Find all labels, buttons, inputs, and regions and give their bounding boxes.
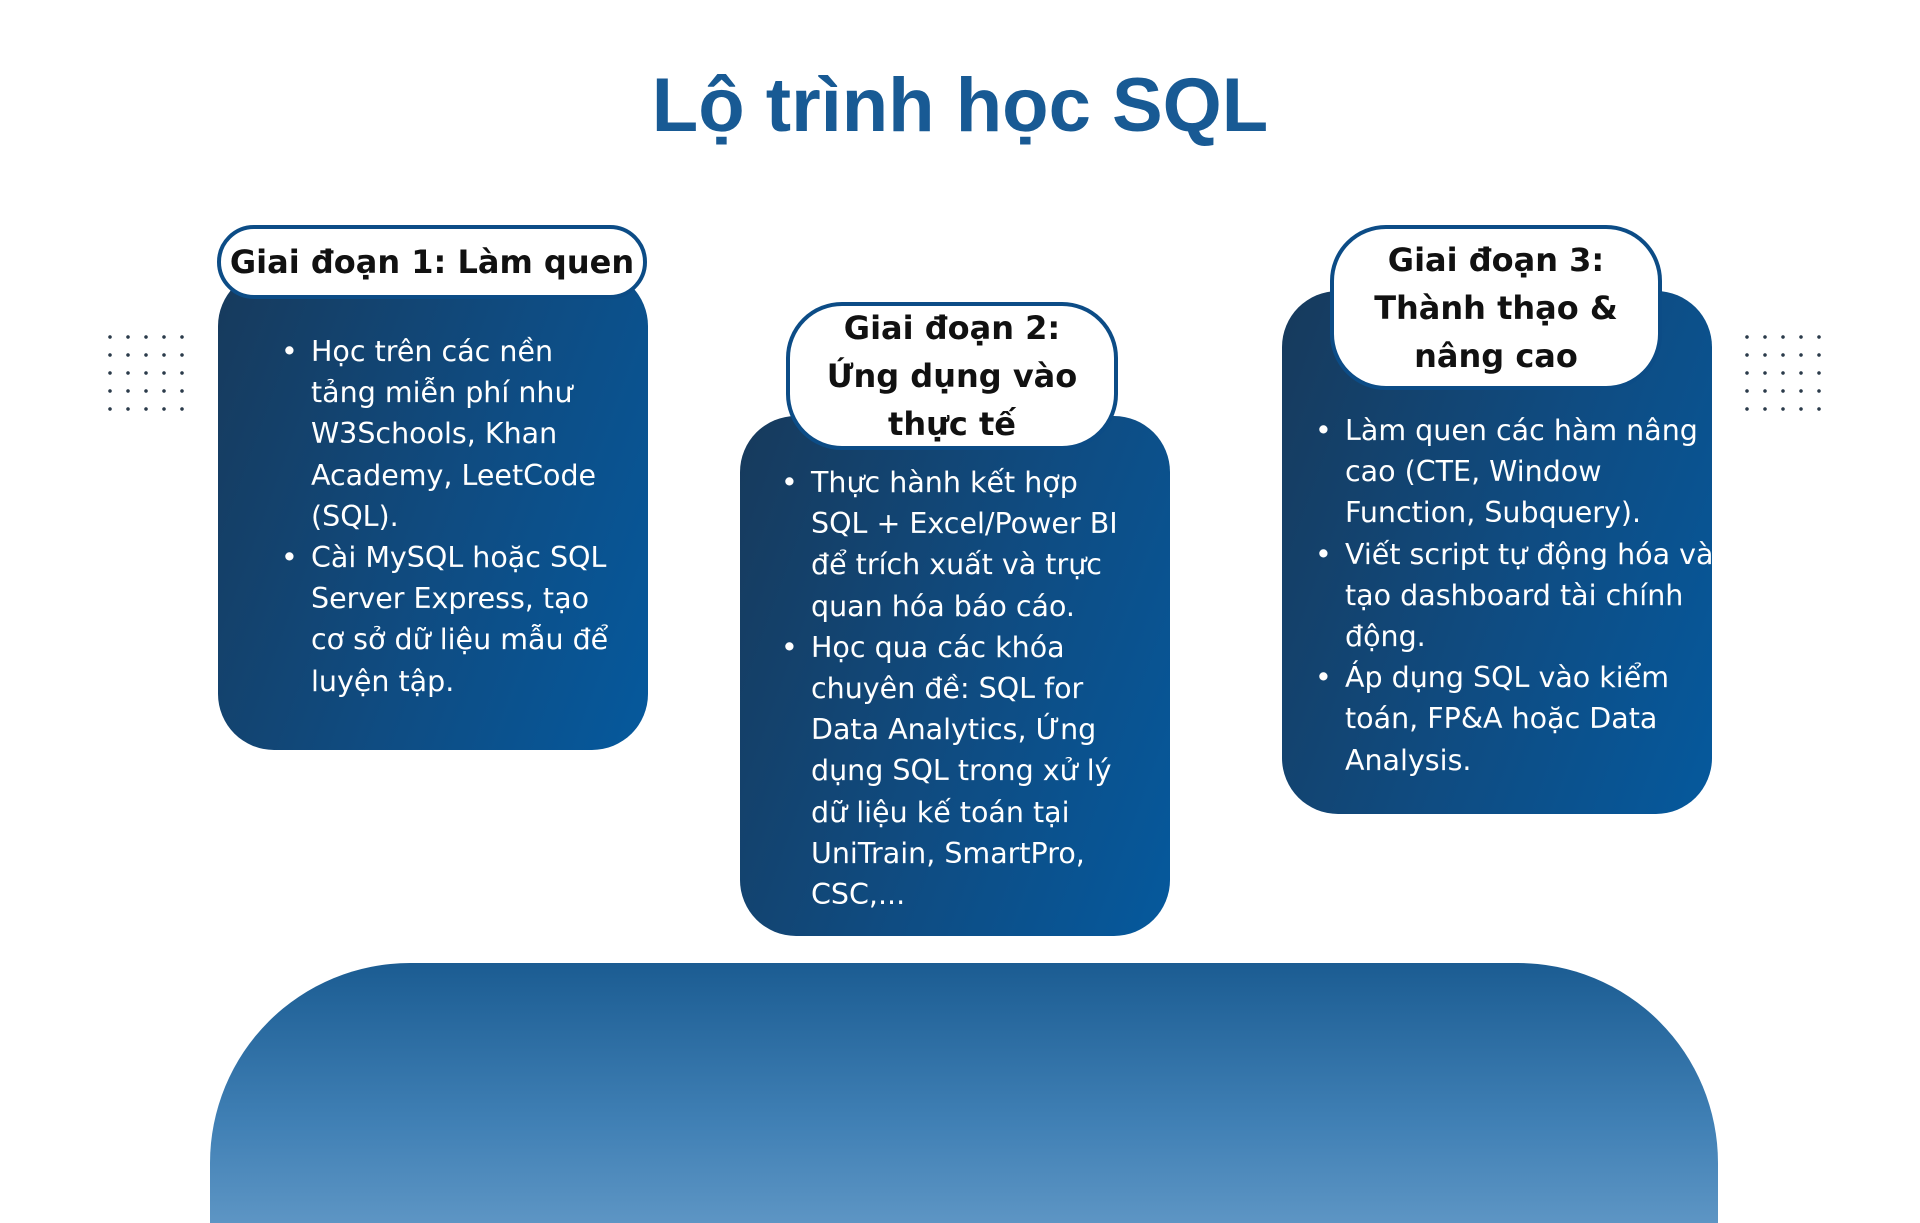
- bullet-item: • Viết script tự động hóa và tạo dashboard tài chính động.: [1317, 534, 1717, 658]
- stage-3-label: Giai đoạn 3: Thành thạo & nâng cao: [1330, 225, 1662, 390]
- stage-3-bullet-list: [1317, 410, 1717, 781]
- bullet-item: • Cài MySQL hoặc SQL Server Express, tạo cơ sở dữ liệu mẫu để luyện tập.: [283, 537, 623, 702]
- bullet-item: • Học trên các nền tảng miễn phí như W3Schools, Khan Academy, LeetCode (SQL).: [283, 331, 623, 537]
- bullet-item: • Thực hành kết hợp SQL + Excel/Power BI để trích xuất và trực quan hóa báo cáo.: [783, 462, 1133, 627]
- bullet-item: • Áp dụng SQL vào kiểm toán, FP&A hoặc Data Analysis.: [1317, 657, 1717, 781]
- decorative-dot-grid-right: [1738, 328, 1824, 414]
- page-title: Lộ trình học SQL: [651, 63, 1269, 148]
- stage-1-bullet-list: [283, 331, 623, 702]
- decorative-dot-grid-left: [101, 328, 187, 414]
- stage-2-label: Giai đoạn 2: Ứng dụng vào thực tế: [786, 302, 1118, 450]
- stage-1-label: Giai đoạn 1: Làm quen: [217, 225, 647, 299]
- decorative-bottom-arch: [210, 963, 1718, 1223]
- stage-2-bullet-list: [783, 462, 1133, 915]
- bullet-item: • Học qua các khóa chuyên đề: SQL for Data Analytics, Ứng dụng SQL trong xử lý dữ liệu kế toán tại UniTrain, SmartPro, CSC,...: [783, 627, 1133, 915]
- bullet-item: • Làm quen các hàm nâng cao (CTE, Window Function, Subquery).: [1317, 410, 1717, 534]
